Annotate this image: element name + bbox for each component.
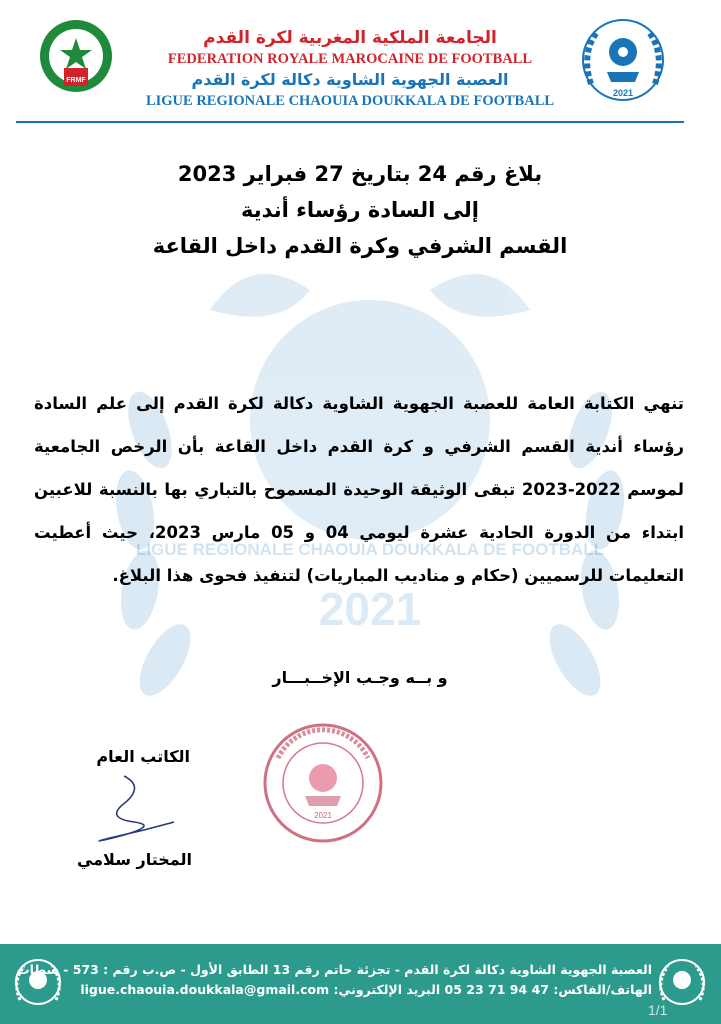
league-name-fr: LIGUE REGIONALE CHAOUIA DOUKKALA DE FOOTBALL (145, 93, 555, 109)
communique-body: تنهي الكتابة العامة للعصبة الجهوية الشاوية دكالة لكرة القدم إلى علم السادة رؤساء أندية القسم الشرفي و كرة القدم داخل القاعة بأن الرخص الجامعية لموسم 2022-2023 تبقى الوثيقة الوحيدة المسموح بالتباري بها بالنسبة للاعبين ابتداء من الدورة الحادية عشرة ليومي 04 و 05 مارس 2023، حيث أعطيت التعليمات للرسميين (حكام و مناديب المباريات) لتنفيذ فحوى هذا البلاغ. (34, 394, 685, 585)
letter-footer (0, 944, 721, 1024)
letterhead (130, 28, 570, 110)
federation-name-fr: FEDERATION ROYALE MAROCAINE DE FOOTBALL (167, 51, 533, 67)
league-logo (577, 14, 669, 106)
closing-line: و بــه وجـب الإخــبـــار (272, 668, 448, 687)
handwritten-signature (84, 772, 174, 842)
frmf-logo-text: FRMF (66, 77, 86, 84)
official-stamp (258, 718, 388, 848)
communique-title (60, 156, 660, 264)
frmf-logo (36, 14, 116, 102)
watermark-league-text: LIGUE REGIONALE CHAOUIA DOUKKALA DE FOOTBALL (135, 540, 605, 559)
title-line-1: بلاغ رقم 24 بتاريخ 27 فبراير 2023 (177, 162, 543, 186)
footer-address: العصبة الجهوية الشاوية دكالة لكرة القدم - تجزئة حاتم رقم 13 الطابق الأول - ص.ب رقم : 573 - سطات (17, 962, 652, 977)
league-name-ar: العصبة الجهوية الشاوية دكالة لكرة القدم (191, 70, 509, 89)
signatory-title: الكاتب العام (96, 747, 190, 766)
header-divider (16, 121, 684, 123)
league-logo-year: 2021 (612, 88, 634, 98)
footer-contact: الهاتف/الفاكس: 47 94 71 23 05 البريد الإلكتروني: ligue.chaouia.doukkala@gmail.com (80, 982, 652, 997)
stamp-year: 2021 (314, 811, 332, 820)
federation-name-ar: الجامعة الملكية المغربية لكرة القدم (203, 28, 497, 48)
page-number: 1/1 (648, 1002, 668, 1018)
title-line-2: إلى السادة رؤساء أندية (240, 198, 480, 222)
title-line-3: القسم الشرفي وكرة القدم داخل القاعة (152, 234, 568, 258)
signatory-name: المختار سلامي (76, 850, 192, 869)
watermark-year: 2021 (318, 583, 422, 635)
